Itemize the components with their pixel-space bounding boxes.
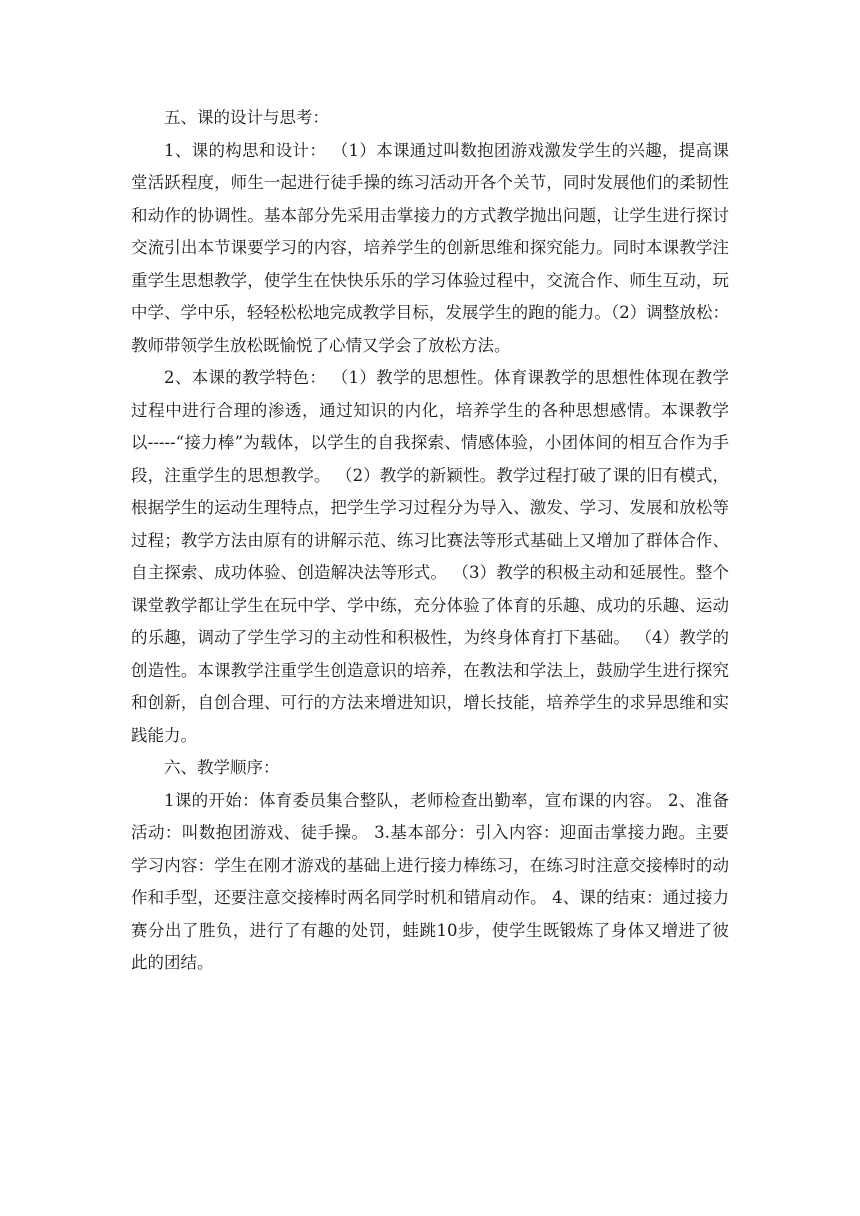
section-5-paragraph-1: 1、课的构思和设计： （1）本课通过叫数抱团游戏激发学生的兴趣，提高课堂活跃程度，师生一起进行徒手操的练习活动开各个关节，同时发展他们的柔韧性和动作的协调性。基本部分先采用击掌接力的方式教学抛出问题，让学生进行探讨交流引出本节课要学习的内容，培养学生的创新思维和探究能力。同时本课教学注重学生思想教学，使学生在快快乐乐的学习体验过程中，交流合作、师生互动，玩中学、学中乐，轻轻松松地完成教学目标，发展学生的跑的能力。（2）调整放松：教师带领学生放松既愉悦了心情又学会了放松方法。	[131, 140, 729, 355]
section-5-heading: 五、课的设计与思考：	[164, 108, 329, 127]
section-6-heading: 六、教学顺序：	[164, 758, 280, 777]
document-body	[131, 102, 729, 980]
section-6-paragraph-1: 1课的开始：体育委员集合整队，老师检查出勤率，宣布课的内容。 2、准备活动：叫数抱团游戏、徒手操。 3.基本部分：引入内容：迎面击掌接力跑。主要学习内容：学生在刚才游戏的基础上进行接力棒练习，在练习时注意交接棒时的动作和手型，还要注意交接棒时两名同学时机和错肩动作。 4、课的结束：通过接力赛分出了胜负，进行了有趣的处罚，蛙跳10步，使学生既锻炼了身体又增进了彼此的团结。	[131, 790, 729, 972]
section-5-paragraph-2: 2、本课的教学特色： （1）教学的思想性。体育课教学的思想性体现在教学过程中进行合理的渗透，通过知识的内化，培养学生的各种思想感情。本课教学以-----“接力棒”为载体，以学生的自我探索、情感体验，小团体间的相互合作为手段，注重学生的思想教学。 （2）教学的新颖性。教学过程打破了课的旧有模式，根据学生的运动生理特点，把学生学习过程分为导入、激发、学习、发展和放松等过程；教学方法由原有的讲解示范、练习比赛法等形式基础上又增加了群体合作、自主探索、成功体验、创造解决法等形式。 （3）教学的积极主动和延展性。整个课堂教学都让学生在玩中学、学中练，充分体验了体育的乐趣、成功的乐趣、运动的乐趣，调动了学生学习的主动性和积极性，为终身体育打下基础。 （4）教学的创造性。本课教学注重学生创造意识的培养，在教法和学法上，鼓励学生进行探究和创新，自创合理、可行的方法来增进知识，增长技能，培养学生的求异思维和实践能力。	[131, 368, 729, 745]
